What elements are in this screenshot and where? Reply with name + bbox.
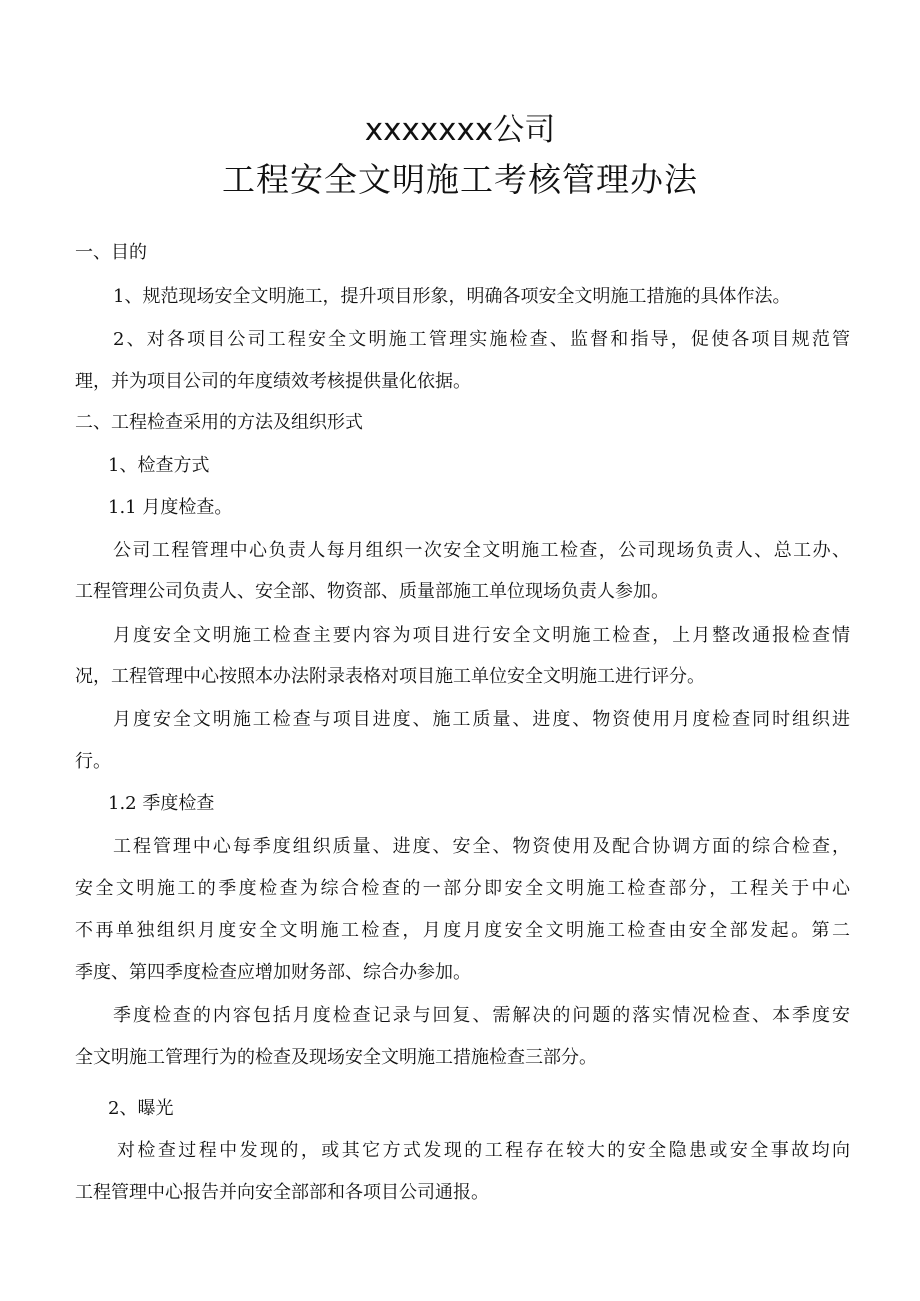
paragraph-6-line-2: 工程管理中心报告并向安全部部和各项目公司通报。 — [75, 1182, 489, 1203]
paragraph-5-line-2: 全文明施工管理行为的检查及现场安全文明施工措施检查三部分。 — [75, 1047, 597, 1068]
subheading-monthly-inspection: 1.1 月度检查。 — [108, 497, 233, 518]
paragraph-1-line-1: 公司工程管理中心负责人每月组织一次安全文明施工检查，公司现场负责人、总工办、 — [113, 540, 850, 561]
company-name: xxxxxxx公司 — [364, 112, 556, 148]
paragraph-4-line-1: 工程管理中心每季度组织质量、进度、安全、物资使用及配合协调方面的综合检查， — [113, 836, 850, 857]
paragraph-3-line-2: 行。 — [75, 751, 111, 772]
subheading-quarterly-inspection: 1.2 季度检查 — [108, 793, 215, 814]
subheading-exposure: 2、曝光 — [108, 1098, 174, 1119]
paragraph-3-line-1: 月度安全文明施工检查与项目进度、施工质量、进度、物资使用月度检查同时组织进 — [113, 709, 850, 730]
paragraph-4-line-3: 不再单独组织月度安全文明施工检查，月度月度安全文明施工检查由安全部发起。第二 — [75, 920, 850, 941]
paragraph-1-line-2: 工程管理公司负责人、安全部、物资部、质量部施工单位现场负责人参加。 — [75, 581, 669, 602]
paragraph-4-line-2: 安全文明施工的季度检查为综合检查的一部分即安全文明施工检查部分，工程关于中心 — [75, 878, 850, 899]
subheading-inspection-method: 1、检查方式 — [108, 455, 210, 476]
purpose-item-2-line-2: 理，并为项目公司的年度绩效考核提供量化依据。 — [75, 371, 471, 392]
paragraph-6-line-1: 对检查过程中发现的，或其它方式发现的工程存在较大的安全隐患或安全事故均向 — [117, 1140, 850, 1161]
paragraph-5-line-1: 季度检查的内容包括月度检查记录与回复、需解决的问题的落实情况检查、本季度安 — [113, 1005, 850, 1026]
paragraph-2-line-2: 况，工程管理中心按照本办法附录表格对项目施工单位安全文明施工进行评分。 — [75, 666, 705, 687]
paragraph-4-line-4: 季度、第四季度检查应增加财务部、综合办参加。 — [75, 962, 471, 983]
paragraph-2-line-1: 月度安全文明施工检查主要内容为项目进行安全文明施工检查，上月整改通报检查情 — [113, 625, 850, 646]
section-heading-purpose: 一、目的 — [75, 242, 147, 263]
purpose-item-1: 1、规范现场安全文明施工，提升项目形象，明确各项安全文明施工措施的具体作法。 — [113, 286, 791, 307]
document-title: 工程安全文明施工考核管理办法 — [222, 160, 698, 199]
purpose-item-2-line-1: 2、对各项目公司工程安全文明施工管理实施检查、监督和指导，促使各项目规范管 — [113, 329, 850, 350]
section-heading-methods: 二、工程检查采用的方法及组织形式 — [75, 412, 363, 433]
